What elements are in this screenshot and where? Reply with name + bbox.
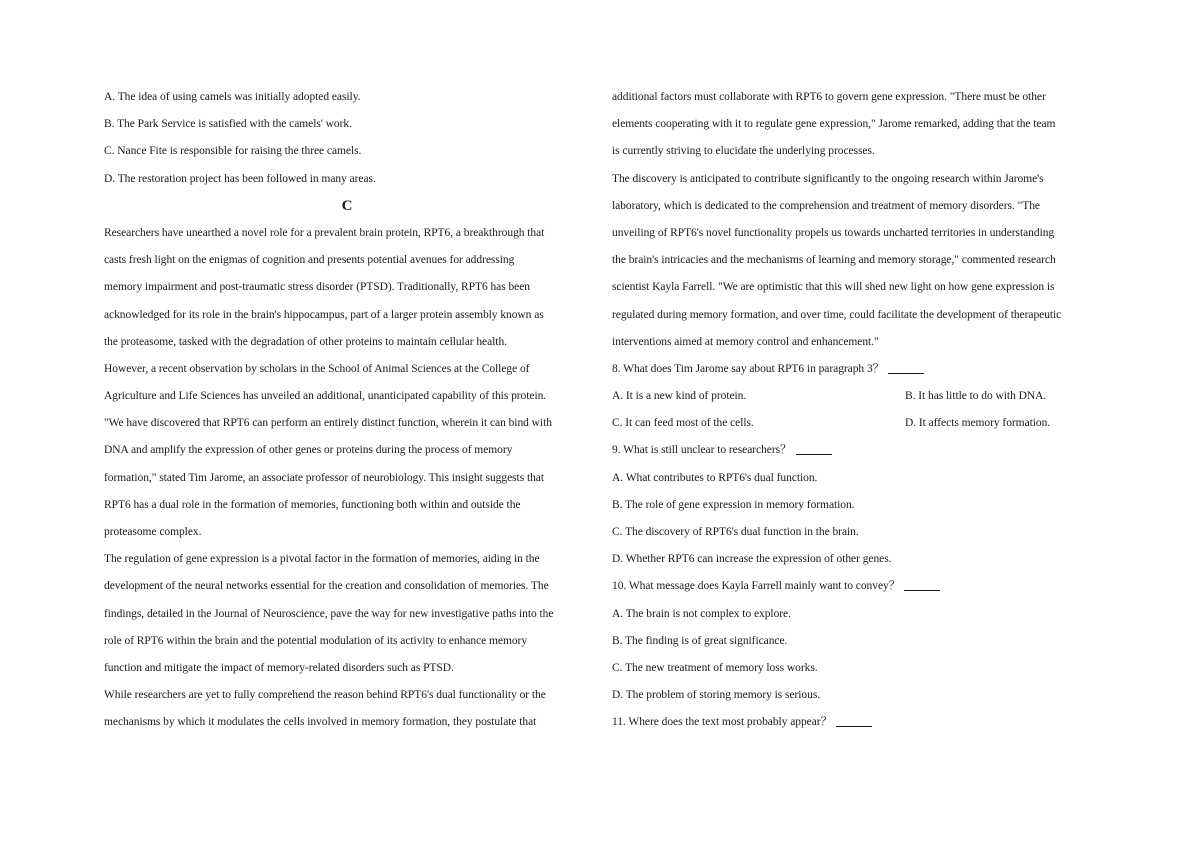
prev-option-c: C. Nance Fite is responsible for raising the three camels. [104,145,362,158]
question-10 [612,573,1102,600]
passage-line: regulated during memory formation, and over time, could facilitate the development of therapeutic [612,308,1062,321]
passage-line: The discovery is anticipated to contribute significantly to the ongoing research within Jarome's [612,172,1044,185]
passage-line: unveiling of RPT6's novel functionality propels us towards uncharted territories in understanding [612,226,1055,239]
passage-line: the proteasome, tasked with the degradation of other proteins to maintain cellular health. [104,335,507,348]
question-8-options-row-1 [612,383,1102,410]
prev-option-d: D. The restoration project has been followed in many areas. [104,172,376,185]
passage-line: While researchers are yet to fully comprehend the reason behind RPT6's dual functionality or the [104,689,546,702]
prev-option-a: A. The idea of using camels was initially adopted easily. [104,91,361,103]
answer-blank[interactable] [904,589,940,591]
passage-line: The regulation of gene expression is a pivotal factor in the formation of memories, aiding in the [104,553,540,566]
passage-line: DNA and amplify the expression of other genes or proteins during the process of memory [104,444,513,457]
answer-blank[interactable] [836,725,872,727]
passage-line: laboratory, which is dedicated to the comprehension and treatment of memory disorders. "The [612,199,1040,212]
question-10-text: 10. What message does Kayla Farrell mainly want to convey？ [612,580,901,593]
q8-option-d: D. It affects memory formation. [905,417,1051,430]
q10-option-d: D. The problem of storing memory is serious. [612,689,821,702]
passage-line: However, a recent observation by scholars in the School of Animal Sciences at the College of [104,362,530,375]
q10-option-c: C. The new treatment of memory loss works. [612,661,818,674]
passage-line: interventions aimed at memory control and enhancement." [612,335,879,348]
passage-line: additional factors must collaborate with RPT6 to govern gene expression. "There must be other [612,91,1046,103]
passage-line: casts fresh light on the enigmas of cognition and presents potential avenues for addressing [104,254,515,267]
q9-option-d: D. Whether RPT6 can increase the expression of other genes. [612,553,892,566]
question-9-text: 9. What is still unclear to researchers？ [612,444,792,457]
question-8-options-row-2 [612,410,1102,437]
passage-line: Agriculture and Life Sciences has unveiled an additional, unanticipated capability of this protein. [104,390,547,403]
passage-line: "We have discovered that RPT6 can perform an entirely distinct function, wherein it can bind with [104,417,552,430]
q8-option-c: C. It can feed most of the cells. [612,417,754,430]
q9-option-b: B. The role of gene expression in memory formation. [612,498,855,511]
left-column [104,84,590,737]
prev-option-b: B. The Park Service is satisfied with the camels' work. [104,118,352,131]
q9-option-a: A. What contributes to RPT6's dual function. [612,471,818,484]
passage-line: Researchers have unearthed a novel role for a prevalent brain protein, RPT6, a breakthrough that [104,226,545,239]
passage-line: formation," stated Tim Jarome, an associate professor of neurobiology. This insight suggests that [104,471,544,484]
q10-option-b: B. The finding is of great significance. [612,634,788,647]
passage-line: elements cooperating with it to regulate gene expression," Jarome remarked, adding that the team [612,118,1056,131]
passage-line: scientist Kayla Farrell. "We are optimistic that this will shed new light on how gene expression is [612,281,1055,294]
passage-line: mechanisms by which it modulates the cells involved in memory formation, they postulate that [104,716,537,729]
question-9 [612,437,1102,464]
passage-line: findings, detailed in the Journal of Neuroscience, pave the way for new investigative paths into the [104,607,554,620]
q9-option-c: C. The discovery of RPT6's dual function in the brain. [612,526,859,538]
passage-line: is currently striving to elucidate the underlying processes. [612,145,875,158]
passage-line: RPT6 has a dual role in the formation of memories, functioning both within and outside the [104,498,521,511]
section-heading: C [341,197,353,214]
passage-line: function and mitigate the impact of memory-related disorders such as PTSD. [104,661,454,674]
passage-line: acknowledged for its role in the brain's hippocampus, part of a larger protein assembly known as [104,308,544,321]
q8-option-a: A. It is a new kind of protein. [612,390,747,403]
right-column [612,84,1102,737]
q8-option-b: B. It has little to do with DNA. [905,390,1047,403]
answer-blank[interactable] [888,372,924,374]
passage-line: proteasome complex. [104,526,202,538]
answer-blank[interactable] [796,453,832,455]
passage-line: memory impairment and post-traumatic stress disorder (PTSD). Traditionally, RPT6 has been [104,281,530,294]
passage-line: the brain's intricacies and the mechanisms of learning and memory storage," commented research [612,254,1056,267]
question-8-text: 8. What does Tim Jarome say about RPT6 in paragraph 3？ [612,362,885,375]
passage-line: role of RPT6 within the brain and the potential modulation of its activity to enhance memory [104,634,528,647]
q10-option-a: A. The brain is not complex to explore. [612,607,791,620]
passage-line: development of the neural networks essential for the creation and consolidation of memories. The [104,580,549,593]
question-11 [612,709,1102,736]
question-8 [612,356,1102,383]
question-11-text: 11. Where does the text most probably appear？ [612,716,833,729]
